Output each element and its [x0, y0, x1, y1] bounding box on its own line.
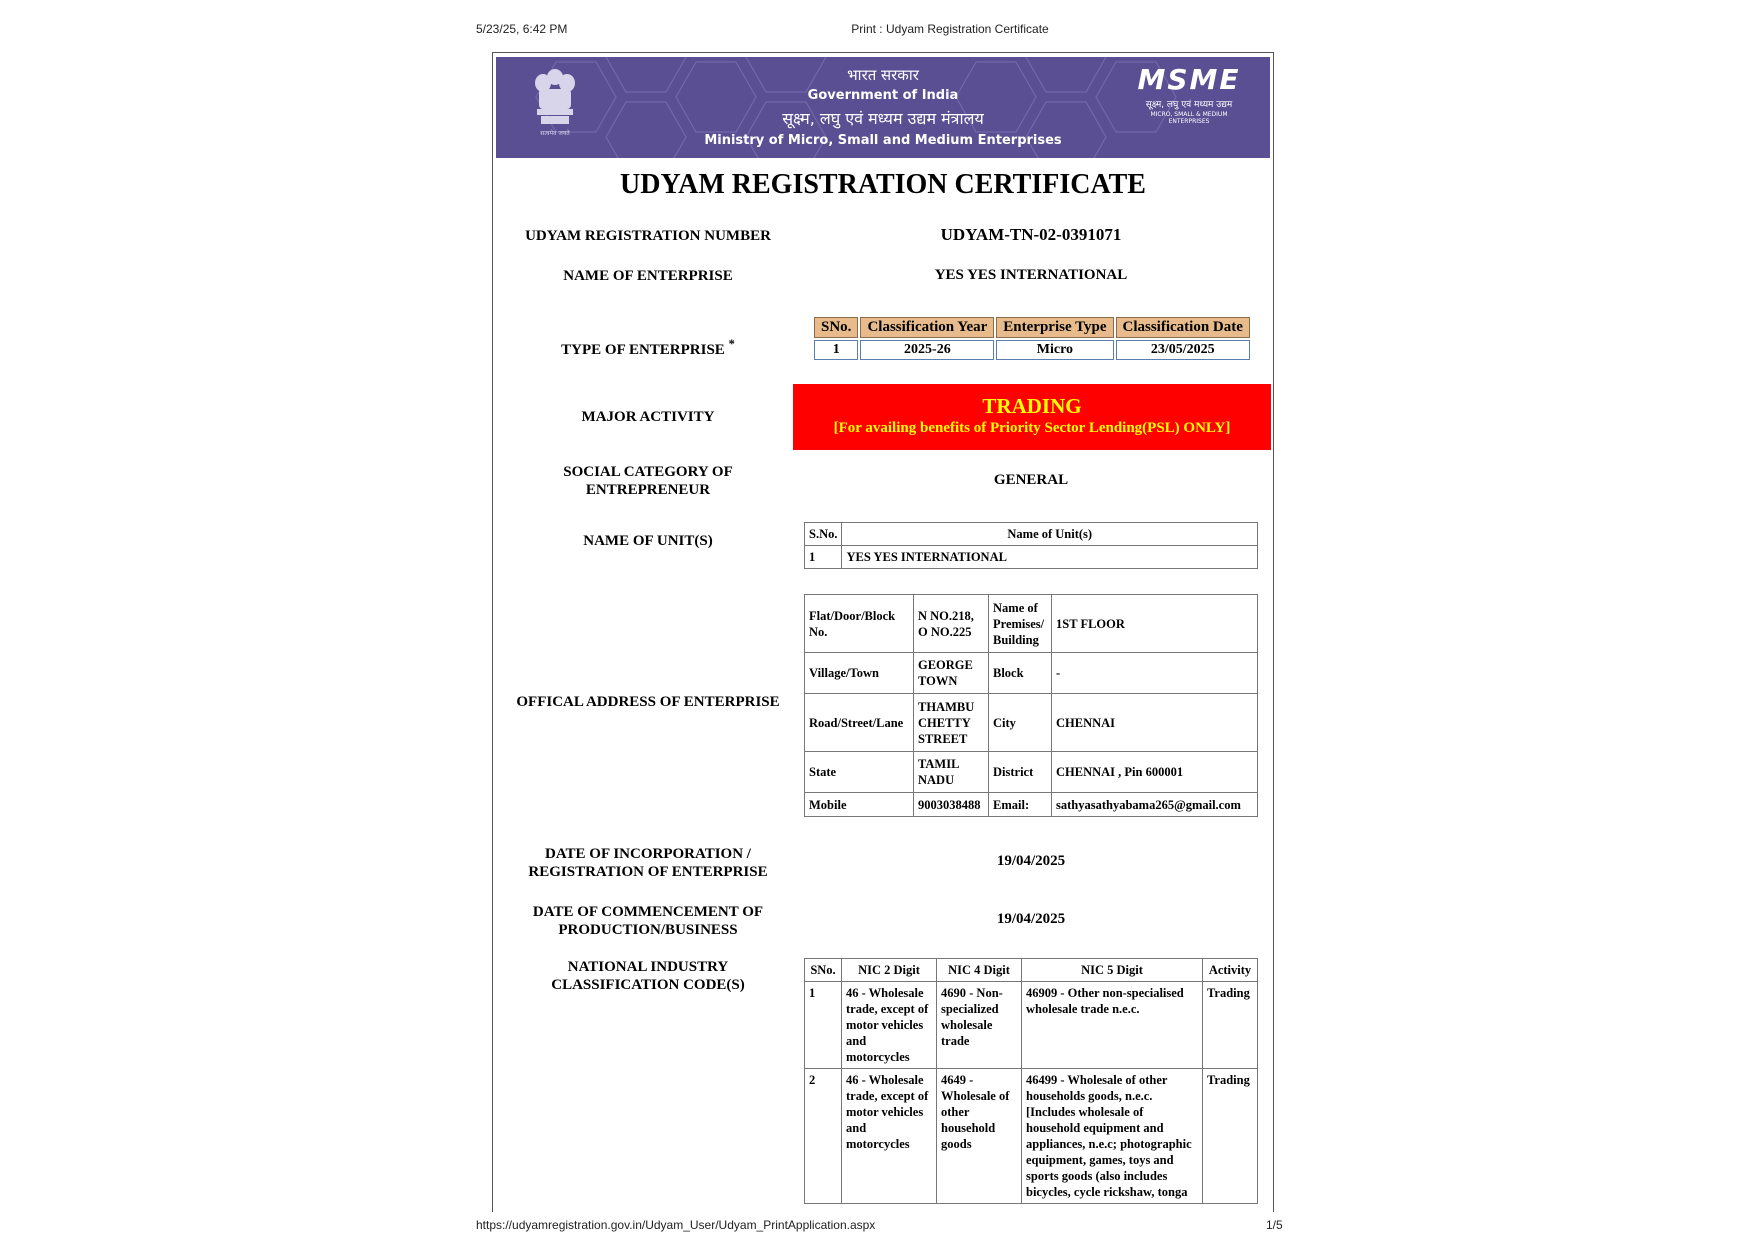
address-road-value: THAMBU CHETTY STREET [914, 694, 989, 752]
address-state-value: TAMIL NADU [914, 752, 989, 793]
address-state-label: State [805, 752, 914, 793]
commencement-label: DATE OF COMMENCEMENT OF PRODUCTION/BUSINESS [532, 904, 764, 938]
major-activity-box [793, 384, 1271, 450]
nic-cell-4digit: 4649 - Wholesale of other household goods [937, 1069, 1022, 1204]
units-header-name: Name of Unit(s) [842, 523, 1258, 546]
address-email-value: sathyasathyabama265@gmail.com [1052, 793, 1258, 817]
nic-header-sno: SNo. [805, 959, 842, 982]
address-city-label: City [989, 694, 1052, 752]
address-city-value: CHENNAI [1052, 694, 1258, 752]
address-road-label: Road/Street/Lane [805, 694, 914, 752]
address-flat-value: N NO.218, O NO.225 [914, 595, 989, 653]
nic-header-5digit: NIC 5 Digit [1022, 959, 1203, 982]
address-premises-label: Name of Premises/ Building [989, 595, 1052, 653]
reg-number-value: UDYAM-TN-02-0391071 [940, 225, 1122, 244]
certificate-title: UDYAM REGISTRATION CERTIFICATE [620, 169, 1146, 200]
nic-cell-2digit: 46 - Wholesale trade, except of motor vehicles and motorcycles [842, 982, 937, 1069]
class-header-date: Classification Date [1116, 317, 1250, 338]
major-activity-label: MAJOR ACTIVITY [581, 409, 715, 425]
incorporation-date: 19/04/2025 [996, 853, 1066, 869]
nic-cell-activity: Trading [1203, 1069, 1258, 1204]
table-row [805, 546, 1258, 569]
class-cell-year: 2025-26 [860, 340, 994, 360]
print-datetime: 5/23/25, 6:42 PM [476, 22, 568, 36]
classification-table [812, 315, 1252, 362]
address-table [804, 594, 1258, 817]
units-header-sno: S.No. [805, 523, 842, 546]
nic-header-2digit: NIC 2 Digit [842, 959, 937, 982]
certificate-frame [492, 52, 1274, 1212]
nic-label: NATIONAL INDUSTRY CLASSIFICATION CODE(S) [551, 959, 745, 993]
ministry-text: Ministry of Micro, Small and Medium Enterprises [704, 133, 1062, 148]
nic-table [804, 958, 1258, 1204]
units-cell-sno: 1 [805, 546, 842, 569]
govt-banner [496, 57, 1270, 158]
enterprise-name-label: NAME OF ENTERPRISE [563, 268, 733, 284]
units-label: NAME OF UNIT(S) [583, 533, 713, 549]
nic-cell-sno: 2 [805, 1069, 842, 1204]
address-block-label: Block [989, 653, 1052, 694]
msme-logo-english: MICRO, SMALL & MEDIUM ENTERPRISES [1150, 111, 1228, 125]
address-district-value: CHENNAI , Pin 600001 [1052, 752, 1258, 793]
msme-logo-word: MSME [1137, 63, 1241, 96]
address-premises-value: 1ST FLOOR [1052, 595, 1258, 653]
social-category-label: SOCIAL CATEGORY OF ENTREPRENEUR [563, 464, 733, 498]
nic-header-4digit: NIC 4 Digit [937, 959, 1022, 982]
address-email-label: Email: [989, 793, 1052, 817]
address-mobile-label: Mobile [805, 793, 914, 817]
address-label: OFFICAL ADDRESS OF ENTERPRISE [516, 694, 780, 710]
enterprise-type-label: TYPE OF ENTERPRISE * [561, 337, 735, 358]
address-block-value: - [1052, 653, 1258, 694]
class-header-type: Enterprise Type [996, 317, 1113, 338]
address-village-value: GEORGE TOWN [914, 653, 989, 694]
incorporation-label: DATE OF INCORPORATION / REGISTRATION OF ENTERPRISE [528, 846, 768, 880]
nic-cell-sno: 1 [805, 982, 842, 1069]
major-activity-note: [For availing benefits of Priority Sector Lending(PSL) ONLY] [833, 420, 1231, 436]
social-category-value: GENERAL [993, 472, 1069, 488]
nic-cell-2digit: 46 - Wholesale trade, except of motor vehicles and motorcycles [842, 1069, 937, 1204]
table-row [814, 340, 1250, 360]
nic-cell-5digit: 46909 - Other non-specialised wholesale trade n.e.c. [1022, 982, 1203, 1069]
units-table [804, 522, 1258, 569]
hindi-govt-text: भारत सरकार [847, 66, 919, 84]
class-cell-type: Micro [996, 340, 1113, 360]
print-url: https://udyamregistration.gov.in/Udyam_User/Udyam_PrintApplication.aspx [476, 1218, 876, 1232]
address-flat-label: Flat/Door/Block No. [805, 595, 914, 653]
reg-number-label: UDYAM REGISTRATION NUMBER [525, 228, 771, 244]
govt-text: Government of India [807, 88, 959, 103]
nic-header-activity: Activity [1203, 959, 1258, 982]
type-asterisk: * [728, 337, 735, 351]
table-row [805, 982, 1258, 1069]
class-cell-sno: 1 [814, 340, 858, 360]
print-title: Print : Udyam Registration Certificate [851, 22, 1049, 36]
nic-cell-5digit: 46499 - Wholesale of other households goods, n.e.c. [Includes wholesale of household equipment and appliances, n.e.c; photographic equipment, games, toys and sports goods (also includes bicycles, cycle rickshaw, tonga [1022, 1069, 1203, 1204]
print-page-number: 1/5 [1266, 1218, 1283, 1232]
class-header-year: Classification Year [860, 317, 994, 338]
address-village-label: Village/Town [805, 653, 914, 694]
table-row [805, 1069, 1258, 1204]
hindi-ministry-text: सूक्ष्म, लघु एवं मध्यम उद्यम मंत्रालय [782, 109, 984, 128]
class-cell-date: 23/05/2025 [1116, 340, 1250, 360]
units-cell-name: YES YES INTERNATIONAL [842, 546, 1258, 569]
msme-logo [1130, 65, 1248, 125]
nic-cell-4digit: 4690 - Non-specialized wholesale trade [937, 982, 1022, 1069]
major-activity-value: TRADING [982, 394, 1082, 418]
address-district-label: District [989, 752, 1052, 793]
address-mobile-value: 9003038488 [914, 793, 989, 817]
commencement-date: 19/04/2025 [996, 911, 1066, 927]
svg-text:सत्यमेव जयते: सत्यमेव जयते [540, 130, 570, 137]
msme-logo-hindi: सूक्ष्म, लघु एवं मध्यम उद्यम [1145, 100, 1233, 110]
enterprise-name-value: YES YES INTERNATIONAL [934, 267, 1128, 283]
nic-cell-activity: Trading [1203, 982, 1258, 1069]
class-header-sno: SNo. [814, 317, 858, 338]
